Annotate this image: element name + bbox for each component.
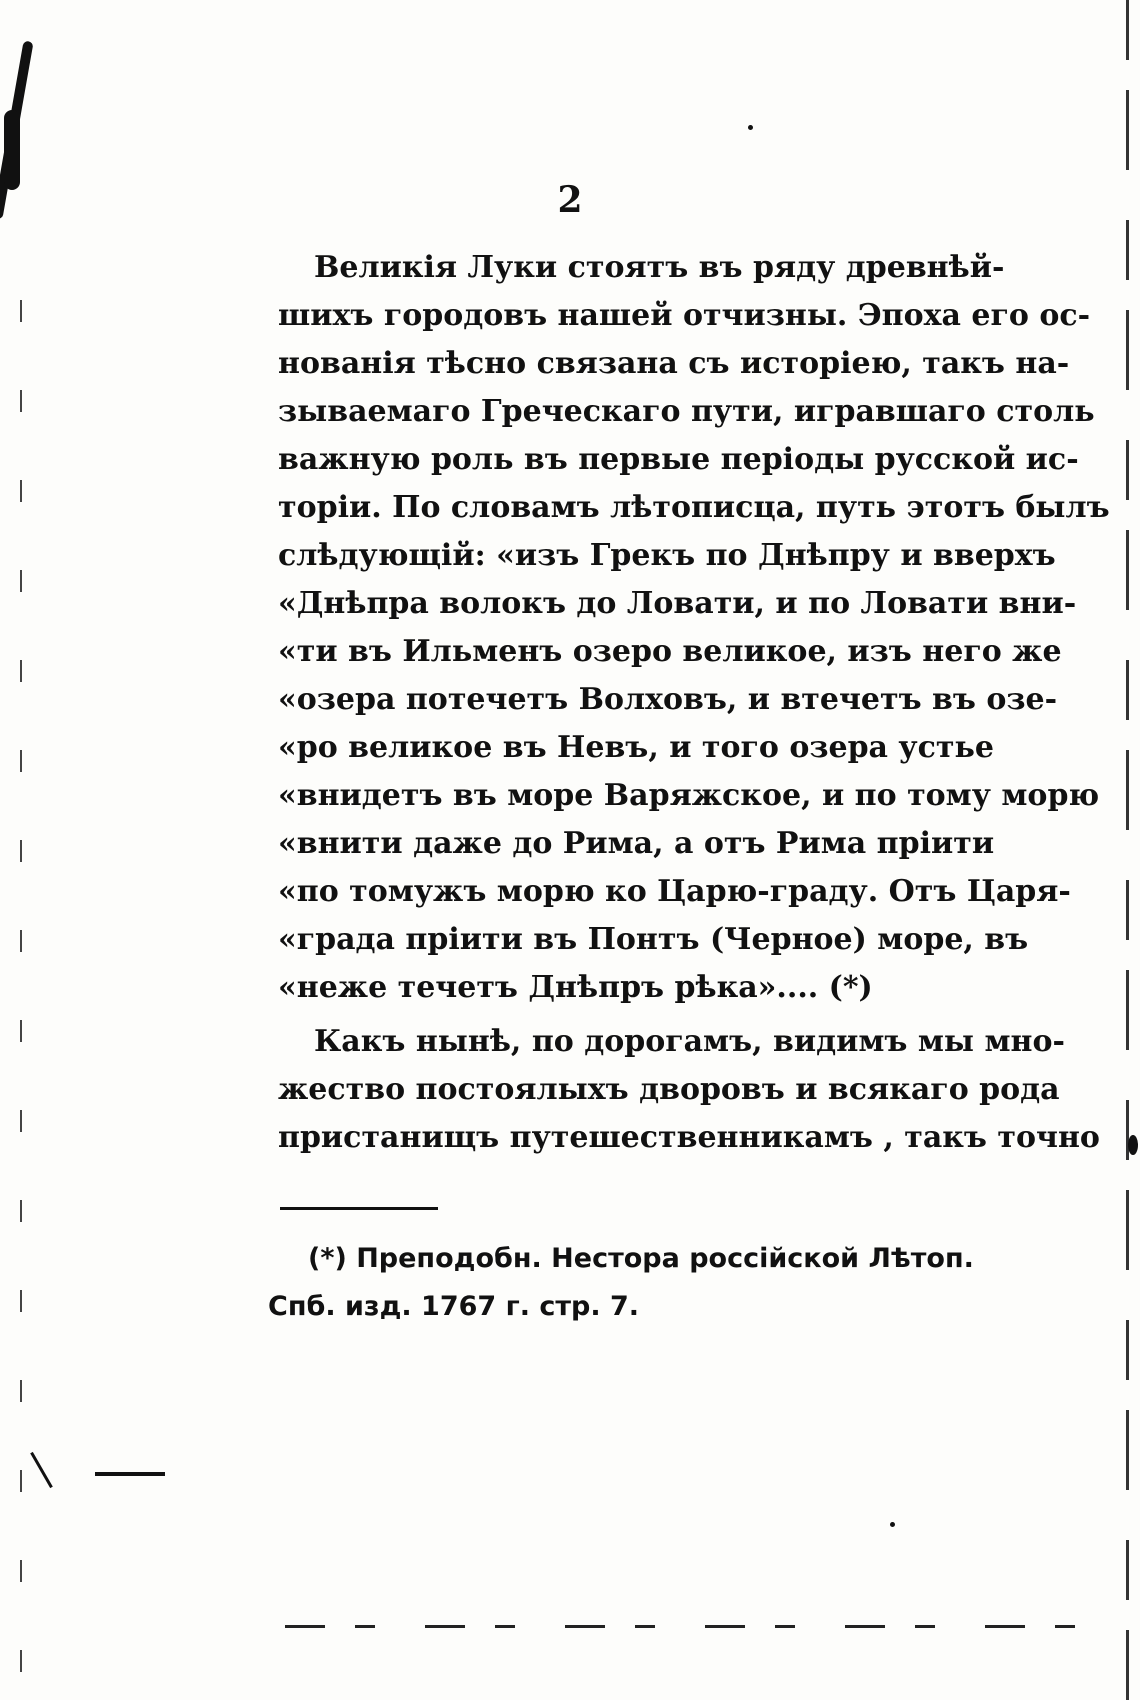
text-line: «града пріити въ Понтъ (Черное) море, въ [278,922,1029,957]
text-line: «неже течетъ Днѣпръ рѣка».... (*) [278,970,873,1005]
scan-bottom-edge [285,1625,1105,1628]
text-line: торіи. По словамъ лѣтописца, путь этотъ былъ [278,490,1110,525]
text-line: нованія тѣсно связана съ исторіею, такъ на- [278,346,1070,381]
footnote-line: Спб. изд. 1767 г. стр. 7. [268,1291,640,1322]
text-line: Великія Луки стоятъ въ ряду древнѣй- [314,250,1005,285]
text-line: «ро великое въ Невъ, и того озера устье [278,730,994,765]
text-line: шихъ городовъ нашей отчизны. Эпоха его ос- [278,298,1091,333]
scan-edge-blob [4,110,20,190]
text-line: жество постоялыхъ дворовъ и всякаго рода [278,1072,1060,1107]
scan-speck [748,125,753,130]
footnote-rule [280,1207,438,1210]
scan-dash-mark [95,1472,165,1476]
text-line: «ти въ Ильменъ озеро великое, изъ него же [278,634,1062,669]
main-text [278,244,1110,1162]
scan-speck [890,1522,895,1527]
text-line: «озера потечетъ Волховъ, и втечетъ въ озе- [278,682,1058,717]
scan-speck [1128,1135,1138,1155]
text-line: Какъ нынѣ, по дорогамъ, видимъ мы мно- [314,1024,1065,1059]
scan-right-edge [1126,0,1129,1700]
page-number: 2 [557,179,583,221]
scan-tick-mark [30,1452,53,1488]
footnote-line: (*) Преподобн. Нестора россійской Лѣтоп. [308,1243,974,1274]
footnote [268,1235,974,1331]
text-line: слѣдующій: «изъ Грекъ по Днѣпру и вверхъ [278,538,1056,573]
text-line: зываемаго Греческаго пути, игравшаго столь [278,394,1095,429]
text-line: «Днѣпра волокъ до Ловати, и по Ловати вни- [278,586,1077,621]
text-line: «внидетъ въ море Варяжское, и по тому морю [278,778,1100,813]
text-line: «по томужъ морю ко Царю-граду. Отъ Царя- [278,874,1071,909]
text-line: важную роль въ первые періоды русской ис- [278,442,1079,477]
text-line: «внити даже до Рима, а отъ Рима пріити [278,826,995,861]
text-line: пристанищъ путешественникамъ , такъ точно [278,1120,1100,1155]
scan-left-ticks [20,300,22,1700]
